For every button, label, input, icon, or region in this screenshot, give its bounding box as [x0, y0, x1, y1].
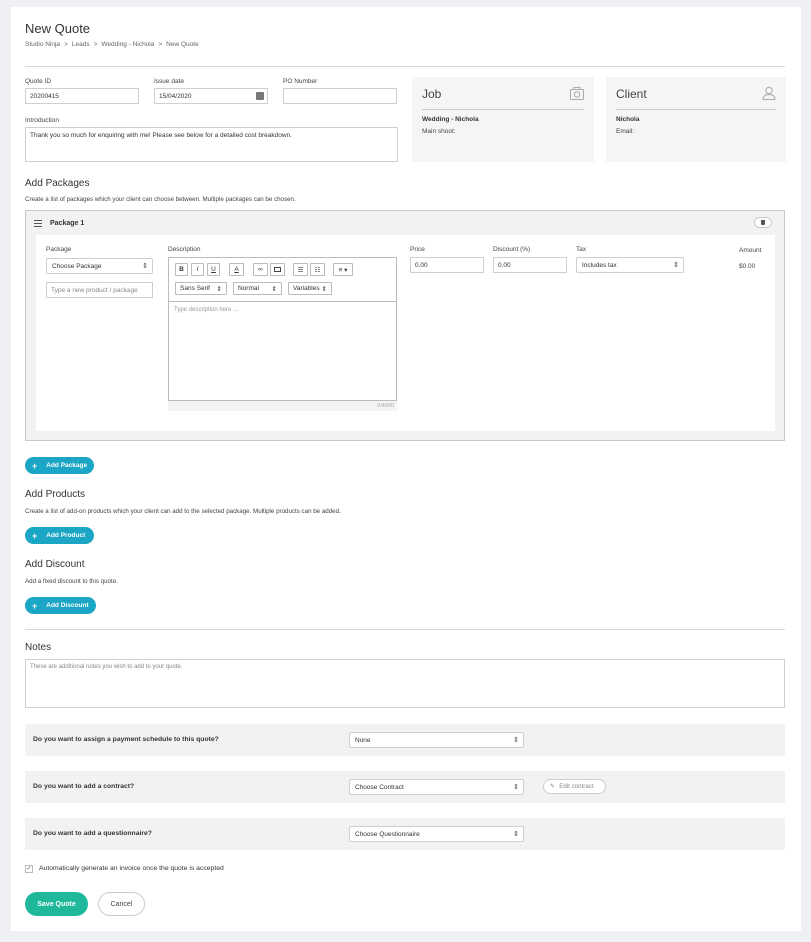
add-discount-heading: Add Discount: [25, 559, 85, 570]
image-button[interactable]: [270, 263, 285, 276]
select-arrows-icon: ⇕: [321, 285, 327, 293]
add-product-label: Add Product: [46, 532, 86, 539]
select-arrows-icon: ⇕: [673, 262, 679, 269]
job-name[interactable]: Wedding - Nichola: [422, 116, 479, 123]
client-email-label: Email:: [616, 128, 635, 135]
select-arrows-icon: ⇕: [513, 784, 519, 791]
breadcrumb-job[interactable]: Wedding - Nichola: [101, 41, 155, 48]
introduction-label: Introduction: [25, 117, 59, 124]
tax-column-label: Tax: [576, 246, 587, 253]
client-card: [606, 77, 786, 162]
breadcrumb-studio-ninja[interactable]: Studio Ninja: [25, 41, 61, 48]
checkmark-icon: ✓: [26, 866, 32, 872]
discount-column-label: Discount (%): [493, 246, 531, 253]
plus-icon: +: [32, 460, 38, 471]
auto-invoice-label: Automatically generate an invoice once the quote is accepted: [39, 865, 224, 872]
new-product-input[interactable]: Type a new product / package: [46, 282, 153, 298]
edit-contract-button[interactable]: [543, 779, 606, 794]
amount-column-label: Amount: [739, 247, 762, 254]
trash-icon: [761, 220, 765, 225]
add-product-button[interactable]: [25, 527, 94, 544]
numbered-list-icon: ☷: [314, 266, 321, 274]
amount-value: $0.00: [739, 263, 756, 270]
choose-package-select[interactable]: [46, 258, 153, 274]
add-packages-heading: Add Packages: [25, 178, 90, 189]
variables-value: Variables: [293, 285, 320, 292]
add-products-heading: Add Products: [25, 489, 86, 500]
plus-icon: +: [32, 600, 38, 611]
price-column-label: Price: [410, 246, 425, 253]
section-divider: [25, 629, 785, 630]
plus-icon: +: [32, 530, 38, 541]
quote-id-input[interactable]: 20200415: [25, 88, 139, 104]
select-arrows-icon: ⇕: [513, 831, 519, 838]
add-discount-button[interactable]: [25, 597, 96, 614]
issue-date-label: Issue date: [154, 78, 184, 85]
add-discount-description: Add a fixed discount to this quote.: [25, 578, 118, 585]
contract-question: Do you want to add a contract?: [33, 783, 135, 790]
camera-icon: [570, 87, 584, 100]
breadcrumb-separator: >: [93, 41, 98, 48]
choose-package-value: Choose Package: [52, 263, 102, 270]
breadcrumb-current: New Quote: [166, 41, 199, 48]
issue-date-input[interactable]: [154, 88, 268, 104]
client-card-title: Client: [616, 87, 647, 101]
po-number-input[interactable]: [283, 88, 397, 104]
questionnaire-select[interactable]: [349, 826, 524, 842]
bullet-list-icon: ☰: [297, 266, 304, 274]
font-family-value: Sans Serif: [180, 285, 210, 292]
payment-schedule-value: None: [355, 737, 371, 744]
variables-select[interactable]: [288, 282, 332, 295]
font-size-value: Normal: [238, 285, 259, 292]
edit-contract-label: Edit contract: [559, 783, 594, 790]
contract-value: Choose Contract: [355, 784, 404, 791]
payment-schedule-question: Do you want to assign a payment schedule to this quote?: [33, 736, 219, 743]
bold-button[interactable]: B: [175, 263, 188, 276]
price-input[interactable]: 0.00: [410, 257, 484, 273]
description-editor[interactable]: Type description here ...: [168, 301, 397, 401]
font-size-select[interactable]: [233, 282, 282, 295]
add-packages-description: Create a list of packages which your client can choose between. Multiple packages can be chosen.: [25, 196, 296, 203]
payment-schedule-row: [25, 724, 785, 756]
pencil-icon: ✎: [550, 783, 556, 790]
italic-button[interactable]: I: [191, 263, 204, 276]
underline-button[interactable]: U: [207, 263, 220, 276]
text-color-button[interactable]: A: [229, 263, 244, 276]
breadcrumb-separator: >: [158, 41, 163, 48]
page-title: New Quote: [25, 21, 91, 36]
bullet-list-button[interactable]: [293, 263, 308, 276]
questionnaire-question: Do you want to add a questionnaire?: [33, 830, 152, 837]
job-card-title: Job: [422, 87, 442, 101]
client-card-divider: [616, 109, 776, 110]
quote-id-label: Quote ID: [25, 78, 52, 85]
editor-toolbar: [168, 257, 397, 301]
breadcrumb-leads[interactable]: Leads: [71, 41, 90, 48]
quote-page: [11, 7, 801, 931]
notes-heading: Notes: [25, 642, 52, 653]
issue-date-value: 15/04/2020: [159, 93, 192, 100]
job-card: [412, 77, 594, 162]
tax-value: Includes tax: [582, 262, 617, 269]
breadcrumb-separator: >: [64, 41, 68, 48]
tax-select[interactable]: [576, 257, 684, 273]
select-arrows-icon: ⇕: [513, 737, 519, 744]
link-button[interactable]: [253, 263, 268, 276]
drag-handle-icon[interactable]: [34, 220, 42, 227]
align-icon: ≡ ▾: [338, 266, 348, 274]
package-panel: [25, 210, 785, 441]
client-name[interactable]: Nichola: [616, 116, 640, 123]
add-products-description: Create a list of add-on products which your client can add to the selected package. Multiple products can be added.: [25, 508, 341, 515]
payment-schedule-select[interactable]: [349, 732, 524, 748]
auto-invoice-checkbox[interactable]: [25, 865, 33, 873]
add-package-label: Add Package: [46, 462, 88, 469]
package-column-label: Package: [46, 246, 72, 253]
select-arrows-icon: ⇕: [271, 285, 277, 293]
add-discount-label: Add Discount: [46, 602, 89, 609]
link-icon: ∞: [258, 266, 263, 273]
breadcrumb: [25, 41, 199, 48]
image-icon: [274, 267, 281, 272]
main-shoot-label: Main shoot:: [422, 128, 456, 135]
header-divider: [25, 66, 785, 67]
numbered-list-button[interactable]: [310, 263, 325, 276]
notes-textarea[interactable]: These are additional notes you wish to add to your quote.: [25, 659, 785, 708]
calendar-icon[interactable]: [256, 92, 264, 100]
add-package-button[interactable]: [25, 457, 94, 474]
select-arrows-icon: ⇕: [216, 285, 222, 293]
save-quote-button[interactable]: Save Quote: [25, 892, 88, 916]
questionnaire-value: Choose Questionnaire: [355, 831, 420, 838]
select-arrows-icon: ⇕: [142, 263, 148, 270]
contract-select[interactable]: [349, 779, 524, 795]
align-button[interactable]: [333, 263, 353, 276]
introduction-textarea[interactable]: Thank you so much for enquiring with me! Please see below for a detailed cost breakdown.: [25, 127, 398, 162]
character-counter: 0/4000: [168, 401, 397, 411]
user-icon: [762, 86, 776, 100]
font-family-select[interactable]: [175, 282, 227, 295]
questionnaire-row: [25, 818, 785, 850]
discount-input[interactable]: 0.00: [493, 257, 567, 273]
job-card-divider: [422, 109, 584, 110]
contract-row: [25, 771, 785, 803]
po-number-label: PO Number: [283, 78, 318, 85]
cancel-button[interactable]: Cancel: [98, 892, 145, 916]
description-column-label: Description: [168, 246, 201, 253]
package-body: [36, 235, 775, 431]
delete-package-button[interactable]: [754, 217, 772, 228]
package-title: Package 1: [50, 220, 85, 227]
